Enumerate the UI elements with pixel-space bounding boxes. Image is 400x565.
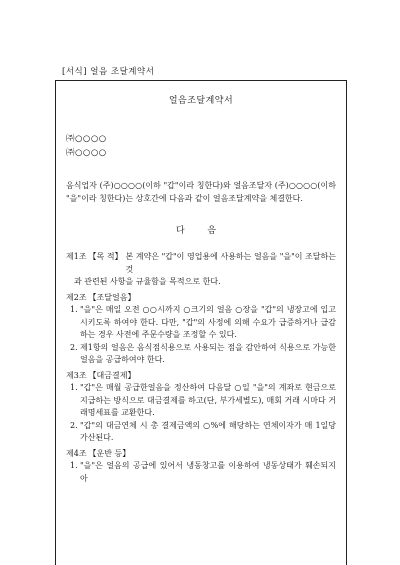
articles (66, 251, 336, 488)
item-number: 1. (70, 383, 78, 392)
article-4 (66, 448, 336, 486)
item-text: "갑"의 대금연체 시 총 결제금액의 ○%에 해당하는 연체이자가 매 1일당 가산된다. (80, 420, 336, 442)
article-title: 【운반 등】 (88, 448, 131, 458)
article-number: 제1조 (66, 252, 87, 261)
list-item (70, 420, 336, 445)
list-item (70, 382, 336, 420)
article-title: 【목 적】 (88, 252, 123, 261)
document-frame (55, 80, 347, 565)
article-number: 제4조 (66, 448, 87, 458)
document-title: 얼음조달계약서 (168, 96, 234, 106)
article-1 (66, 251, 336, 289)
intro-paragraph: 음식업자 (주)○○○○(이하 "갑"이라 칭한다)와 얼음조달자 (주)○○○○(이하 "을"이라 칭한다)는 상호간에 다음과 같이 얼음조달계약을 체결한다. (66, 181, 336, 203)
form-label: [서식] 얼음 조달계약서 (62, 67, 155, 77)
article-title: 【대금결제】 (88, 370, 136, 380)
article-3 (66, 370, 336, 445)
da-eum-heading: 다 음 (175, 226, 227, 236)
item-text: "을"은 얼음의 공급에 있어서 냉동창고를 이용하여 냉동상태가 훼손되지 아 (80, 461, 336, 483)
item-number: 1. (70, 305, 78, 314)
article-number: 제3조 (66, 370, 87, 380)
item-number: 2. (70, 342, 78, 352)
item-text: 제1항의 얼음은 음식점식용으로 사용되는 점을 감안하여 식용으로 가능한 얼음을 공급하여야 한다. (80, 342, 336, 364)
list-item (70, 342, 336, 367)
party-2: ㈜○○○○ (66, 148, 107, 158)
article-body: 본 계약은 "갑"이 영업용에 사용하는 얼음을 "을"이 조달하는 것 (125, 252, 336, 274)
list-item (70, 460, 336, 485)
item-text: "을"은 매일 오전 ○○시까지 ○크기의 얼음 ○장을 "갑"의 냉장고에 입고시키도록 하여야 한다. 다만, "갑"의 사정에 의해 수요가 급증하거나 급감하는 경우 사전에 주문수량을 조정할 수 있다. (80, 305, 336, 339)
party-1: ㈜○○○○ (66, 134, 107, 144)
article-2 (66, 292, 336, 367)
item-number: 2. (70, 420, 78, 430)
list-item (70, 304, 336, 342)
article-body-cont: 과 관련된 사항을 규율함을 목적으로 한다. (74, 277, 221, 286)
item-text: "갑"은 매월 공급한얼음을 정산하여 다음달 ○일 "을"의 계좌로 현금으로 지급하는 방식으로 대금결제를 하고(단, 부가세별도), 매회 거래 시마다 거래명세표를 교환한다. (80, 383, 336, 417)
item-number: 1. (70, 461, 78, 470)
article-number: 제2조 (66, 292, 87, 302)
article-title: 【조달얼음】 (88, 292, 136, 302)
